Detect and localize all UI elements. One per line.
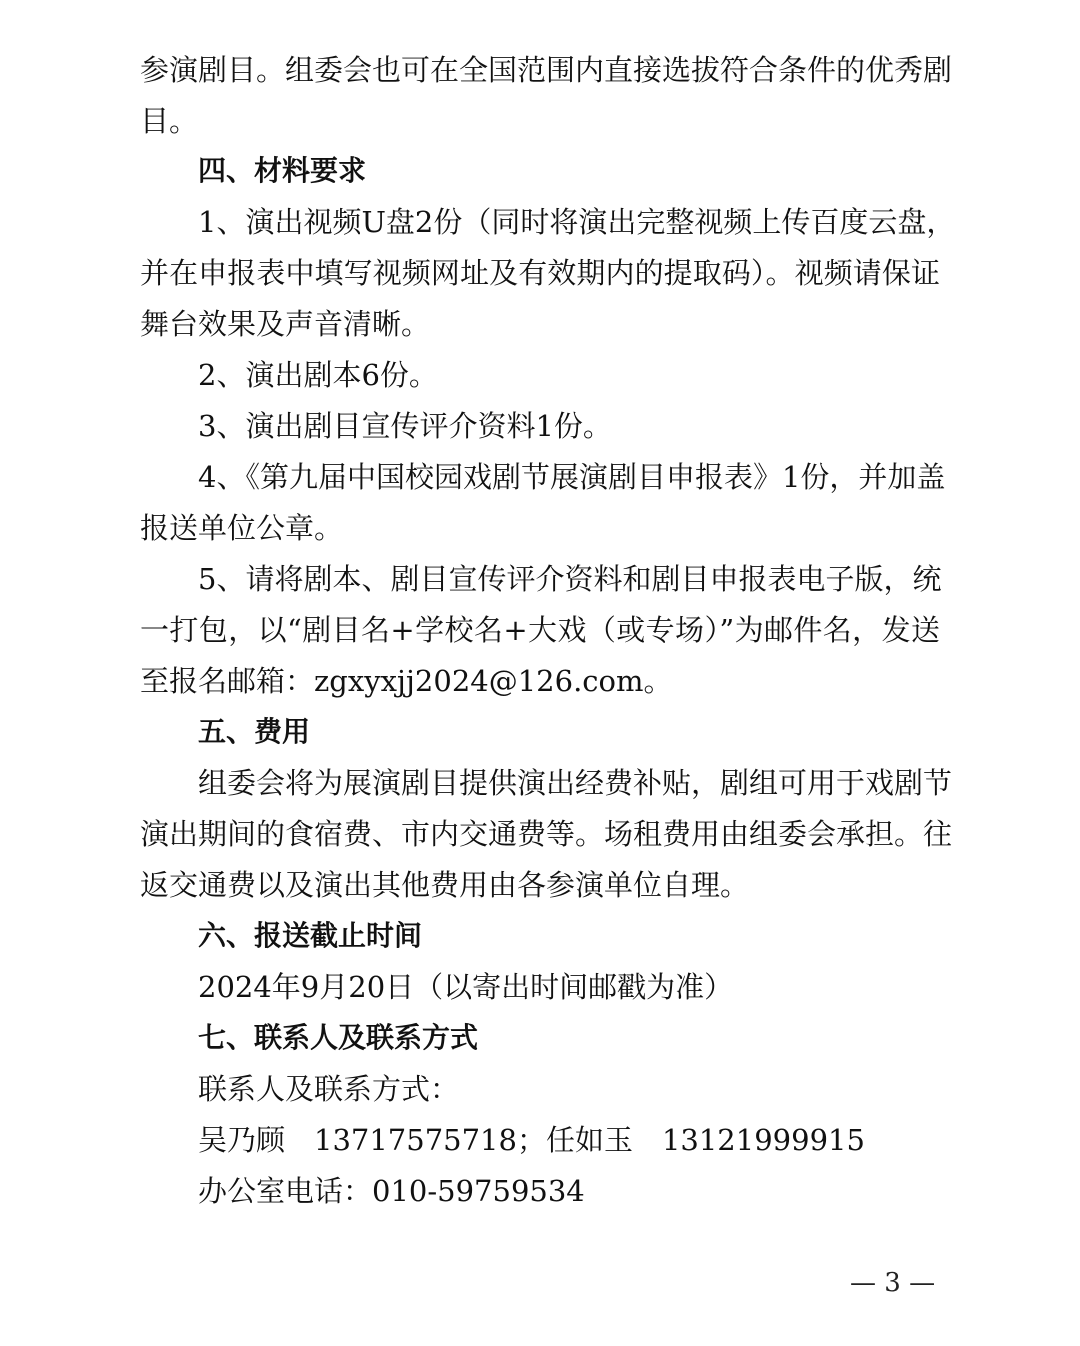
email-line: 至报名邮箱：zgxyxjj2024@126.com。 bbox=[140, 664, 673, 698]
section-heading-contacts: 七、联系人及联系方式 bbox=[198, 1021, 479, 1054]
paragraph-line: 2、演出剧本6份。 bbox=[198, 358, 438, 392]
section-heading-materials: 四、材料要求 bbox=[198, 154, 367, 187]
paragraph-line: 参演剧目。组委会也可在全国范围内直接选拔符合条件的优秀剧 bbox=[140, 53, 953, 87]
section-heading-deadline: 六、报送截止时间 bbox=[198, 919, 423, 952]
section-heading-fees: 五、费用 bbox=[198, 715, 311, 748]
paragraph-line: 4、《第九届中国校园戏剧节展演剧目申报表》1份，并加盖 bbox=[198, 460, 946, 494]
contact-label: 联系人及联系方式： bbox=[198, 1072, 460, 1106]
contact-persons: 吴乃顾 13717575718；任如玉 13121999915 bbox=[198, 1123, 865, 1157]
paragraph-line: 并在申报表中填写视频网址及有效期内的提取码）。视频请保证 bbox=[140, 256, 940, 290]
paragraph-line: 1、演出视频U盘2份（同时将演出完整视频上传百度云盘， bbox=[198, 205, 956, 239]
paragraph-line: 返交通费以及演出其他费用由各参演单位自理。 bbox=[140, 868, 750, 902]
paragraph-line: 目。 bbox=[140, 104, 199, 138]
deadline-line: 2024年9月20日（以寄出时间邮戳为准） bbox=[198, 970, 734, 1004]
office-phone: 办公室电话：010-59759534 bbox=[198, 1174, 585, 1208]
paragraph-line: 组委会将为展演剧目提供演出经费补贴，剧组可用于戏剧节 bbox=[198, 766, 953, 800]
paragraph-line: 舞台效果及声音清晰。 bbox=[140, 307, 431, 341]
paragraph-line: 一打包，以“剧目名+学校名+大戏（或专场）”为邮件名，发送 bbox=[140, 613, 940, 647]
paragraph-line: 3、演出剧目宣传评介资料1份。 bbox=[198, 409, 612, 443]
page-number: — 3 — bbox=[850, 1268, 936, 1298]
paragraph-line: 演出期间的食宿费、市内交通费等。场租费用由组委会承担。往 bbox=[140, 817, 953, 851]
paragraph-line: 报送单位公章。 bbox=[140, 511, 344, 545]
paragraph-line: 5、请将剧本、剧目宣传评介资料和剧目申报表电子版，统 bbox=[198, 562, 942, 596]
